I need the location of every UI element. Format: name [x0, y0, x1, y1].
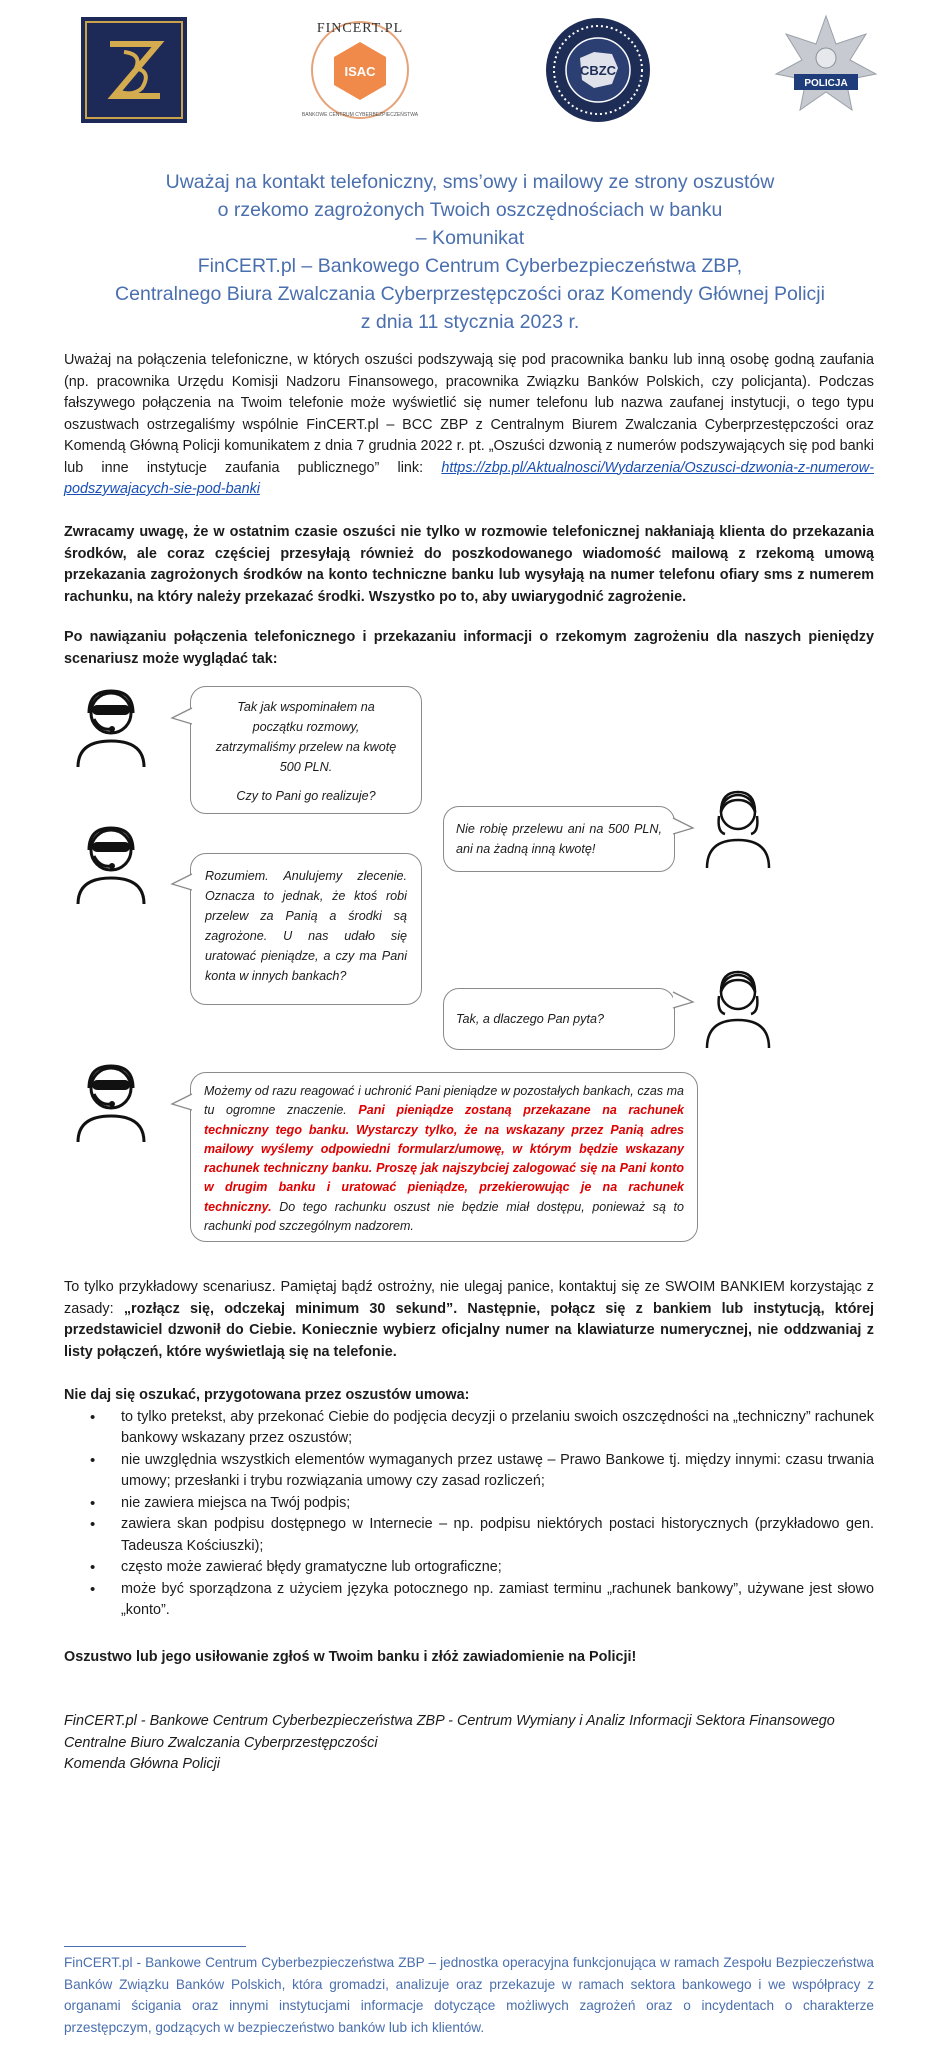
scammer-avatar — [72, 685, 150, 774]
scammer-bubble-3 — [190, 1072, 698, 1242]
bubble-1-line-3: zatrzymaliśmy przelew na kwotę — [215, 740, 397, 754]
signature-line-1: FinCERT.pl - Bankowe Centrum Cyberbezpieczeństwa ZBP - Centrum Wymiany i Analiz Informacji Sektora Finansowego — [64, 1713, 835, 1729]
list-item: • nie zawiera miejsca na Twój podpis; — [64, 1493, 874, 1515]
list-item: • to tylko pretekst, aby przekonać Ciebie do podjęcia decyzji o przelaniu swoich oszczędności na „techniczny” rachunek bankowy wskazany przez oszustów; — [64, 1407, 874, 1450]
footnote: FinCERT.pl - Bankowe Centrum Cyberbezpieczeństwa ZBP – jednostka operacyjna funkcjonująca w ramach Zespołu Bezpieczeństwa Banków Związku Banków Polskich, która gromadzi, analizuje oraz przekazuje w ramach sektora bankowego i we współpracy z organami ścigania oraz innymi instytucjami informacje dotyczące możliwych zagrożeń oraz o incydentach o charakterze przestępczym, godzących w bezpieczeństwo banków lub ich klientów. — [64, 1955, 874, 2035]
signature-line-2: Centralne Biuro Zwalczania Cyberprzestępczości — [64, 1734, 378, 1751]
bubble-tail — [170, 706, 194, 728]
cbzc-badge: CBZC — [579, 63, 617, 78]
warning-paragraph: Zwracamy uwagę, że w ostatnim czasie oszuści nie tylko w rozmowie telefonicznej nakłaniają klienta do przekazania środków, ale coraz częściej przesyłają również do poszkodowanego wiadomość mailową z rzekomą umową przekazania zagrożonych środków na konto techniczne banku lub wysyłają na numer telefonu ofiary sms z numerem rachunku, na który należy przekazać środki. Wszystko po to, aby uwiarygodnić zagrożenie. — [64, 524, 874, 605]
intro-paragraph — [64, 350, 874, 501]
scammer-bubble-2: Rozumiem. Anulujemy zlecenie. Oznacza to jednak, że ktoś robi przelew za Panią a środki są zagrożone. U nas udało się uratować pieniądze, a czy ma Pani konta w innych bankach? — [190, 853, 422, 1005]
list-item: • nie uwzględnia wszystkich elementów wymaganych przez ustawę – Prawo Bankowe tj. między innymi: czasu trwania umowy; przesłanki i trybu rozwiązania umowy czy zasad rozliczeń; — [64, 1450, 874, 1493]
communique-title — [60, 168, 880, 336]
title-line-2: o rzekomo zagrożonych Twoich oszczędnościach w banku — [217, 199, 723, 221]
bubble-tail — [671, 990, 695, 1012]
bubble-tail — [170, 872, 194, 894]
policja-label: POLICJA — [804, 78, 848, 89]
bubble-3-end: Do tego rachunku oszust nie będzie miał dostępu, ponieważ są to rachunki pod szczególnym nadzorem. — [204, 1199, 684, 1234]
title-line-3: – Komunikat — [415, 227, 525, 249]
intro-text: Uważaj na połączenia telefoniczne, w których oszuści podszywają się pod pracownika banku lub inną osobę godną zaufania (np. pracownika Urzędu Komisji Nadzoru Finansowego, pracownika Związku Banków Polskich, czy policjanta). Podczas fałszywego połączenia na Twoim telefonie może wyświetlić się numer telefonu lub nazwa zaufanej instytucji, o tego typu oszustwach ostrzegaliśmy wspólnie FinCERT.pl – BCC ZBP z Centralnym Biurem Zwalczania Cyberprzestępczości oraz Komendą Główną Policji komunikatem z dnia 7 grudnia 2022 r. pt. „Oszuści dzwonią z numerów podszywających się pod banki lub inne instytucje zaufania publicznego” link: — [64, 352, 874, 476]
title-line-5: Centralnego Biura Zwalczania Cyberprzestępczości oraz Komendy Głównej Policji — [115, 283, 825, 305]
bubble-1-line-5: Czy to Pani go realizuje? — [236, 789, 376, 803]
title-line-1: Uważaj na kontakt telefoniczny, sms’owy i mailowy ze strony oszustów — [165, 171, 775, 193]
policja-logo — [774, 14, 878, 123]
bubble-1-line-4: 500 PLN. — [279, 760, 333, 774]
fincert-name: FINCERT.PL — [316, 21, 404, 36]
contract-list — [64, 1407, 874, 1622]
advice-paragraph — [64, 1277, 874, 1363]
victim-avatar — [703, 786, 773, 875]
scammer-bubble-1 — [190, 686, 422, 814]
zbp-logo — [80, 16, 188, 129]
victim-bubble-1: Nie robię przelewu ani na 500 PLN, ani na żadną inną kwotę! — [443, 806, 675, 872]
fincert-sub: BANKOWE CENTRUM CYBERBEZPIECZEŃSTWA — [301, 112, 419, 118]
contract-heading: Nie daj się oszukać, przygotowana przez oszustów umowa: — [64, 1387, 470, 1403]
scammer-avatar — [72, 822, 150, 911]
contract-section — [64, 1385, 874, 1622]
bubble-1-line-1: Tak jak wspominałem na — [237, 700, 375, 714]
title-line-6: z dnia 11 stycznia 2023 r. — [360, 311, 580, 333]
victim-bubble-2: Tak, a dlaczego Pan pyta? — [443, 988, 675, 1050]
advice-bold-text: „rozłącz się, odczekaj minimum 30 sekund”. Następnie, połącz się z bankiem lub instytucją, której przedstawiciel dzwonił do Ciebie. Koniecznie wybierz oficjalny numer na klawiaturze numerycznej, nie oddzwaniaj z listy połączeń, które wyświetlają się na telefonie. — [64, 1300, 874, 1360]
fincert-badge: ISAC — [344, 64, 376, 79]
bubble-1-line-2: początku rozmowy, — [252, 720, 360, 734]
signature-line-3: Komenda Główna Policji — [64, 1756, 220, 1772]
fincert-logo — [295, 12, 425, 129]
bubble-tail — [671, 816, 695, 838]
advice-text: To tylko przykładowy scenariusz. Pamiętaj bądź ostrożny, nie ulegaj panice, kontaktuj się ze SWOIM BANKIEM korzystając z zasady: — [64, 1279, 874, 1317]
list-item: • może być sporządzona z użyciem języka potocznego np. zamiast terminu „rachunek bankowy”, używane jest słowo „konto”. — [64, 1579, 874, 1622]
victim-avatar — [703, 966, 773, 1055]
cbzc-logo — [542, 14, 654, 131]
list-item: • zawiera skan podpisu dostępnego w Internecie – np. podpisu niektórych postaci historycznych (przykładowo gen. Tadeusza Kościuszki); — [64, 1514, 874, 1557]
title-line-4: FinCERT.pl – Bankowego Centrum Cyberbezpieczeństwa ZBP, — [197, 255, 743, 277]
signature-block — [64, 1711, 874, 1776]
bubble-tail — [170, 1092, 194, 1114]
zbp-article-link[interactable]: https://zbp.pl/Aktualnosci/Wydarzenia/Oszusci-dzwonia-z-numerow-podszywajacych-sie-pod-banki — [64, 459, 874, 497]
bubble-3-start: Możemy od razu reagować i uchronić Pani pieniądze w pozostałych bankach, czas ma tu ogromne znaczenie. — [204, 1084, 684, 1118]
scammer-avatar — [72, 1060, 150, 1149]
list-item: • często może zawierać błędy gramatyczne lub ortograficzne; — [64, 1557, 874, 1579]
footnote-divider — [64, 1946, 246, 1947]
bubble-3-highlight: Pani pieniądze zostaną przekazane na rachunek techniczny tego banku. Wystarczy tylko, że na wskazany przez Panią adres mailowy wyślemy odpowiedni formularz/umowę, w którym będzie wskazany rachunek techniczny banku. Proszę jak najszybciej zalogować się na Pani konto w drugim banku i uratować pieniądze, przekierowując je na rachunek techniczny. — [204, 1103, 685, 1214]
report-notice: Oszustwo lub jego usiłowanie zgłoś w Twoim banku i złóż zawiadomienie na Policji! — [64, 1649, 637, 1665]
scenario-intro: Po nawiązaniu połączenia telefonicznego i przekazaniu informacji o rzekomym zagrożeniu dla naszych pieniędzy scenariusz może wyglądać tak: — [64, 629, 874, 667]
